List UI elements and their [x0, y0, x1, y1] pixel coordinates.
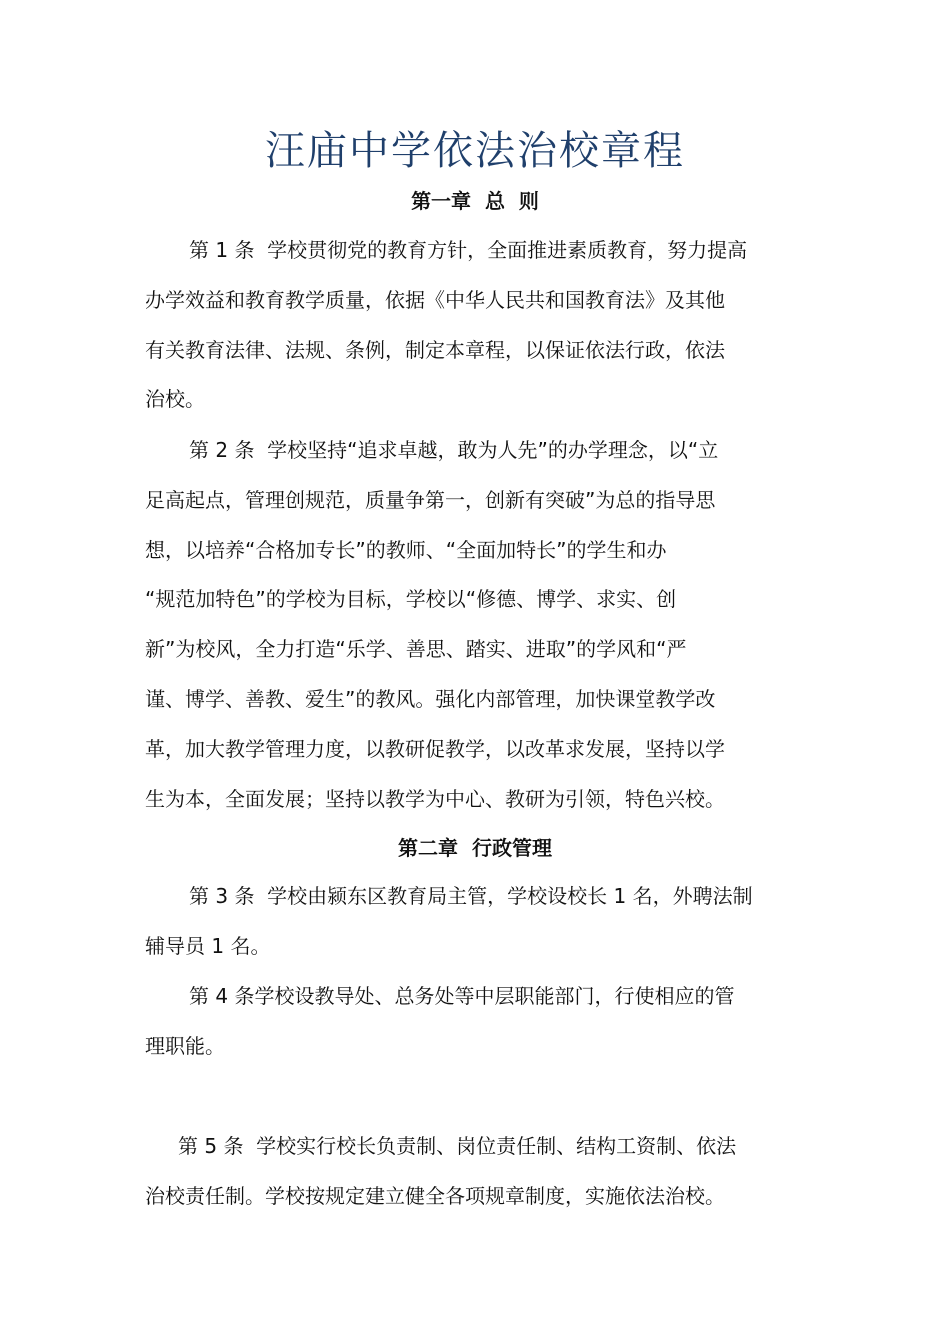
article-2-line: 第 2 条 学校坚持“追求卓越，敢为人先”的办学理念，以“立 — [189, 438, 719, 462]
article-2-line: 谨、博学、善教、爱生”的教风。强化内部管理，加快课堂教学改 — [145, 686, 716, 711]
article-4 — [145, 981, 810, 1081]
article-2-line: 想，以培养“合格加专长”的教师、“全面加特长”的学生和办 — [145, 537, 667, 562]
article-2-line: 新”为校风，全力打造“乐学、善思、踏实、进取”的学风和“严 — [145, 637, 687, 662]
article-4-line: 第 4 条学校设教导处、总务处等中层职能部门，行使相应的管 — [189, 984, 735, 1008]
article-1-line: 有关教育法律、法规、条例，制定本章程，以保证依法行政，依法 — [145, 337, 725, 362]
article-1-line: 治校。 — [145, 387, 205, 412]
article-4-line: 理职能。 — [145, 1033, 225, 1058]
article-3 — [145, 881, 810, 981]
article-5 — [145, 1131, 810, 1231]
chapter-heading-1: 第一章 总 则 — [411, 189, 539, 213]
article-2-line: 足高起点，管理创规范，质量争第一，创新有突破”为总的指导思 — [145, 487, 716, 512]
article-1 — [145, 235, 810, 434]
article-1-line: 第 1 条 学校贯彻党的教育方针，全面推进素质教育，努力提高 — [189, 238, 748, 262]
article-1-line: 办学效益和教育教学质量，依据《中华人民共和国教育法》及其他 — [145, 287, 725, 312]
article-5-line: 治校责任制。学校按规定建立健全各项规章制度，实施依法治校。 — [145, 1183, 725, 1208]
article-2-line: 生为本，全面发展；坚持以教学为中心、教研为引领，特色兴校。 — [145, 786, 725, 811]
article-2-line: “规范加特色”的学校为目标，学校以“修德、博学、求实、创 — [145, 587, 677, 612]
chapter-heading-2: 第二章 行政管理 — [398, 836, 552, 860]
article-3-line: 第 3 条 学校由颍东区教育局主管，学校设校长 1 名，外聘法制 — [189, 884, 753, 908]
article-2 — [145, 435, 810, 833]
article-3-line: 辅导员 1 名。 — [145, 933, 271, 958]
page-title: 汪庙中学依法治校章程 — [265, 128, 685, 174]
article-2-line: 革，加大教学管理力度，以教研促教学，以改革求发展，坚持以学 — [145, 736, 725, 761]
article-5-line: 第 5 条 学校实行校长负责制、岗位责任制、结构工资制、依法 — [178, 1134, 737, 1158]
